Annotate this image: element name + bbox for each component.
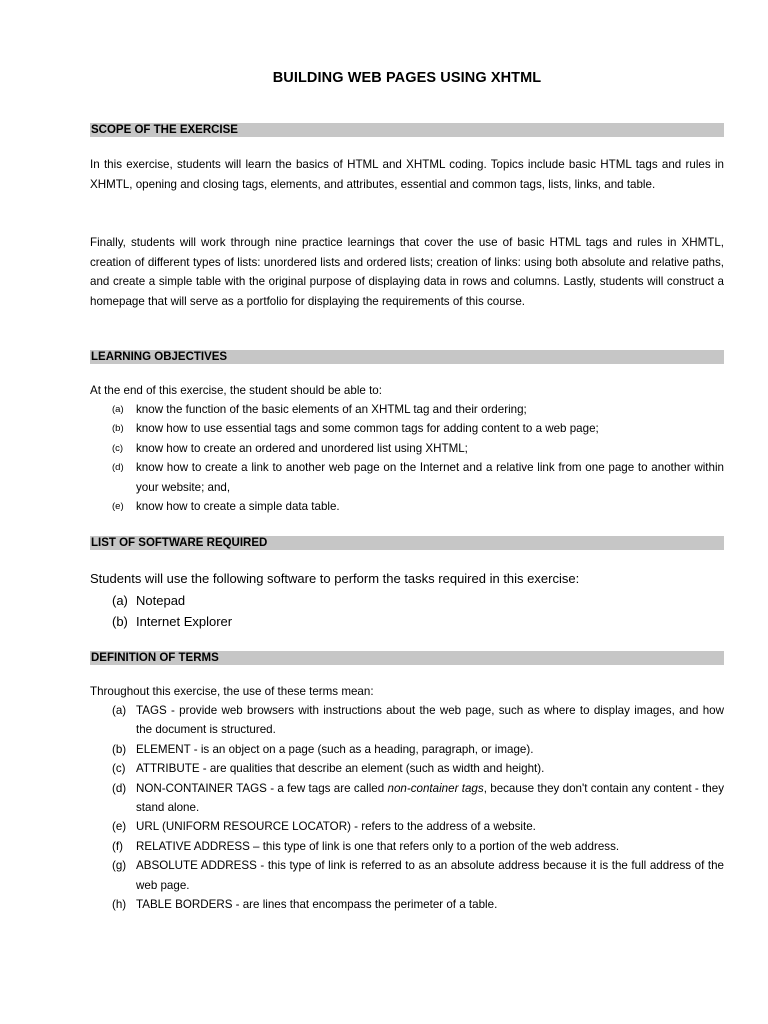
list-item-text: RELATIVE ADDRESS – this type of link is one that refers only to a portion of the web address. [136, 839, 620, 853]
list-item-text-emphasis: non-container tags [387, 781, 484, 795]
list-item-text: TAGS - provide web browsers with instructions about the web page, such as where to display images, and how the document is structured. [136, 704, 724, 737]
list-item [90, 419, 724, 438]
list-item [90, 497, 724, 516]
software-list [90, 590, 724, 632]
list-item [90, 439, 724, 458]
list-item [90, 590, 724, 611]
list-item-text: know how to use essential tags and some common tags for adding content to a web page; [136, 422, 599, 436]
list-marker: (d) [112, 781, 127, 795]
list-marker: (a) [112, 593, 128, 608]
terms-intro: Throughout this exercise, the use of these terms mean: [90, 685, 374, 698]
section-heading-objectives: LEARNING OBJECTIVES [90, 350, 724, 364]
list-marker: (b) [112, 423, 124, 435]
list-item-text-before: NON-CONTAINER TAGS - a few tags are called [136, 781, 388, 795]
list-item-text: Notepad [136, 593, 186, 608]
list-marker: (d) [112, 462, 124, 474]
list-item-text: ABSOLUTE ADDRESS - this type of link is referred to as an absolute address because it is the full address of the web page. [136, 859, 724, 892]
objectives-list [90, 400, 724, 516]
list-item [90, 701, 724, 740]
list-item-text: know how to create an ordered and unordered list using XHTML; [136, 441, 468, 455]
list-item-text: know the function of the basic elements of an XHTML tag and their ordering; [136, 403, 527, 416]
list-item [90, 856, 724, 895]
list-marker: (c) [112, 442, 124, 454]
list-item [90, 837, 724, 856]
list-marker: (c) [112, 762, 126, 776]
list-item-text-after: , because they don't contain any content - they stand alone. [136, 781, 724, 815]
document-title: BUILDING WEB PAGES USING XHTML [272, 70, 542, 86]
software-intro: Students will use the following software to perform the tasks required in this exercise: [90, 571, 580, 586]
list-item-text: ELEMENT - is an object on a page (such as a heading, paragraph, or image). [136, 742, 534, 756]
section-heading-software: LIST OF SOFTWARE REQUIRED [90, 536, 724, 550]
objectives-intro: At the end of this exercise, the student should be able to: [90, 384, 382, 397]
list-item [90, 779, 724, 818]
list-marker: (a) [112, 704, 127, 717]
scope-paragraph-1: In this exercise, students will learn the basics of HTML and XHTML coding. Topics include basic HTML tags and rules in XHMTL, opening and closing tags, elements, and attributes, essential and common tags, lists, links, and table. [90, 158, 724, 191]
list-item [90, 817, 724, 836]
list-item [90, 759, 724, 778]
section-heading-scope: SCOPE OF THE EXERCISE [90, 123, 724, 137]
list-item-text: TABLE BORDERS - are lines that encompass the perimeter of a table. [136, 898, 498, 912]
list-marker: (a) [112, 404, 124, 415]
list-item [90, 740, 724, 759]
list-item-text: know how to create a link to another web page on the Internet and a relative link from one page to another within your website; and, [136, 461, 724, 494]
section-heading-terms: DEFINITION OF TERMS [90, 651, 724, 665]
list-item-text: URL (UNIFORM RESOURCE LOCATOR) - refers to the address of a website. [136, 820, 536, 834]
list-item [90, 895, 724, 914]
list-marker: (h) [112, 898, 127, 912]
list-item-text: ATTRIBUTE - are qualities that describe an element (such as width and height). [136, 762, 545, 776]
terms-list [90, 701, 724, 914]
scope-paragraph-2: Finally, students will work through nine practice learnings that cover the use of basic HTML tags and rules in XHMTL, creation of different types of lists: unordered lists and ordered lists; creation of links: using both absolute and relative paths, and create a simple table with the original purpose of displaying data in rows and columns. Lastly, students will construct a homepage that will serve as a portfolio for displaying the requirements of this course. [90, 236, 724, 308]
list-item-text: Internet Explorer [136, 614, 233, 629]
list-item-text: know how to create a simple data table. [136, 500, 340, 514]
list-marker: (g) [112, 859, 127, 873]
list-marker: (e) [112, 820, 127, 834]
list-item [90, 458, 724, 497]
list-marker: (e) [112, 501, 124, 513]
list-marker: (b) [112, 614, 128, 629]
list-marker: (f) [112, 839, 123, 853]
list-marker: (b) [112, 742, 127, 756]
list-item [90, 400, 724, 419]
list-item [90, 611, 724, 632]
